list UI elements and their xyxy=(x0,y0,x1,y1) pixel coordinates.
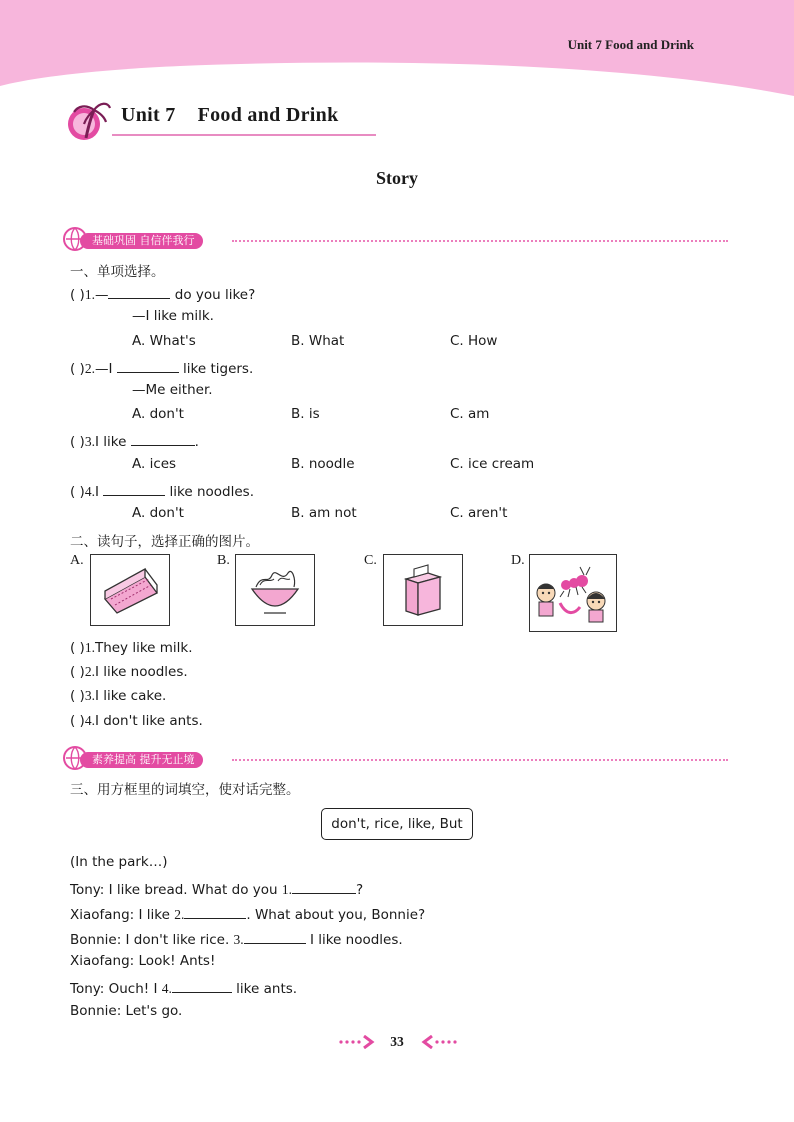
answer-blank xyxy=(172,978,232,993)
dialogue-line-1 xyxy=(70,879,363,898)
option-b: B. What xyxy=(291,333,345,349)
answer-blank xyxy=(103,481,165,496)
title-underline xyxy=(112,134,376,136)
section-title: Story xyxy=(376,168,418,188)
answer-blank xyxy=(131,431,195,446)
option-c: C. ice cream xyxy=(450,456,535,472)
dialogue-line-5 xyxy=(70,978,297,997)
option-a: A. don't xyxy=(132,505,184,521)
part1-heading: 一、单项选择。 xyxy=(70,264,165,280)
part2-heading: 二、读句子，选择正确的图片。 xyxy=(70,534,259,550)
blank-number: 2. xyxy=(174,907,185,922)
option-b: B. am not xyxy=(291,505,357,521)
answer-blank xyxy=(184,904,246,919)
dialogue-line-6 xyxy=(70,1003,182,1019)
question-number: 4. xyxy=(84,484,95,499)
milk-carton-icon xyxy=(384,555,462,625)
dialogue-text: Bonnie: Let's go. xyxy=(70,1003,183,1019)
question-pre: I like xyxy=(94,434,131,450)
option-b: B. noodle xyxy=(291,456,355,472)
dialogue-line-3 xyxy=(70,929,403,948)
page-number: 33 xyxy=(390,1034,404,1049)
picture-letter-b: B. xyxy=(217,553,230,568)
question-pre: — xyxy=(94,287,109,303)
sentence-text: I like cake. xyxy=(94,688,167,704)
noodles-bowl-icon xyxy=(236,555,314,625)
picture-a xyxy=(90,554,170,626)
question-post: like tigers. xyxy=(178,361,254,377)
answer-paren: ( ) xyxy=(70,361,85,377)
answer-blank xyxy=(244,929,306,944)
question-reply: —I like milk. xyxy=(132,308,214,324)
banner-dotted-line xyxy=(232,240,728,242)
sentence-number: 4. xyxy=(84,713,95,728)
dialogue-text: ? xyxy=(355,882,364,898)
answer-paren: ( ) xyxy=(70,434,85,450)
sentence-number: 3. xyxy=(84,688,95,703)
answer-paren: ( ) xyxy=(70,688,85,704)
question-pre: —I xyxy=(94,361,117,377)
kids-ants-icon xyxy=(530,555,616,631)
answer-blank xyxy=(117,358,179,373)
answer-paren: ( ) xyxy=(70,287,85,303)
question-number: 3. xyxy=(84,434,95,449)
answer-blank xyxy=(108,284,170,299)
dialogue-scene: (In the park…) xyxy=(70,854,168,870)
dialogue-text: I like noodles. xyxy=(305,932,403,948)
sentence-text: I like noodles. xyxy=(94,664,188,680)
dialogue-line-4 xyxy=(70,953,215,969)
answer-paren: ( ) xyxy=(70,664,85,680)
question-post: like noodles. xyxy=(165,484,254,500)
dialogue-text: Tony: I like bread. What do you xyxy=(70,882,282,898)
picture-letter-c: C. xyxy=(364,553,377,568)
blank-number: 3. xyxy=(233,932,244,947)
banner-label: 素养提高 提升无止境 xyxy=(80,752,203,768)
dialogue-text: Xiaofang: Look! Ants! xyxy=(70,953,216,969)
question-post: do you like? xyxy=(170,287,256,303)
blank-number: 1. xyxy=(281,882,292,897)
picture-letter-a: A. xyxy=(70,553,84,568)
picture-b xyxy=(235,554,315,626)
answer-blank xyxy=(292,879,356,894)
unit-title xyxy=(121,104,339,127)
sentence-text: They like milk. xyxy=(94,640,193,656)
arrow-left-dots-icon xyxy=(418,1035,458,1049)
palm-tree-logo-icon xyxy=(64,98,112,142)
section-banner-advanced xyxy=(62,750,728,770)
banner-dotted-line xyxy=(232,759,728,761)
word-box: don't, rice, like, But xyxy=(321,808,473,840)
picture-letter-d: D. xyxy=(511,553,525,568)
running-head: Unit 7 Food and Drink xyxy=(567,37,694,52)
answer-paren: ( ) xyxy=(70,640,85,656)
question-post: . xyxy=(194,434,199,450)
question-pre: I xyxy=(94,484,104,500)
option-c: C. How xyxy=(450,333,498,349)
option-a: A. don't xyxy=(132,406,184,422)
unit-number: Unit 7 xyxy=(121,104,176,126)
dialogue-text: Xiaofang: I like xyxy=(70,907,175,923)
option-a: A. ices xyxy=(132,456,177,472)
dialogue-text: Tony: Ouch! I xyxy=(70,981,162,997)
option-c: C. aren't xyxy=(450,505,508,521)
question-number: 2. xyxy=(84,361,95,376)
option-a: A. What's xyxy=(132,333,196,349)
dialogue-line-2 xyxy=(70,904,425,923)
sentence-text: I don't like ants. xyxy=(94,713,203,729)
answer-paren: ( ) xyxy=(70,713,85,729)
question-number: 1. xyxy=(84,287,95,302)
dialogue-text: like ants. xyxy=(231,981,298,997)
part3-heading: 三、用方框里的词填空，使对话完整。 xyxy=(70,782,300,798)
blank-number: 4. xyxy=(161,981,172,996)
section-banner-basic xyxy=(62,231,728,251)
cake-icon xyxy=(91,555,169,625)
dialogue-text: Bonnie: I don't like rice. xyxy=(70,932,234,948)
sentence-number: 1. xyxy=(84,640,95,655)
banner-label: 基础巩固 自信伴我行 xyxy=(80,233,203,249)
answer-paren: ( ) xyxy=(70,484,85,500)
sentence-number: 2. xyxy=(84,664,95,679)
unit-topic: Food and Drink xyxy=(197,104,339,126)
option-b: B. is xyxy=(291,406,320,422)
picture-d xyxy=(529,554,617,632)
picture-c xyxy=(383,554,463,626)
dialogue-text: . What about you, Bonnie? xyxy=(246,907,426,923)
option-c: C. am xyxy=(450,406,490,422)
question-reply: —Me either. xyxy=(132,382,213,398)
